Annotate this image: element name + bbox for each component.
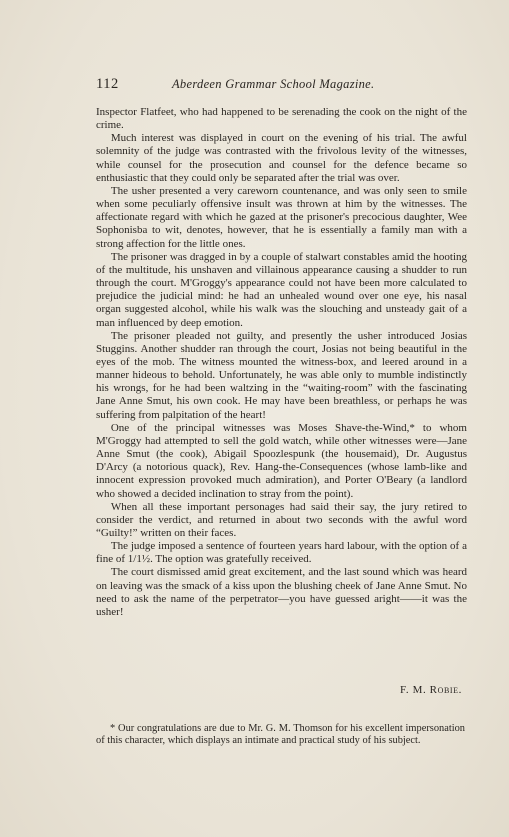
paragraph: The usher presented a very careworn countenance, and was only seen to smile when some peculiarly offensive insult was thrown at him by the witnesses. The affectionate regard with which he gazed at the prisoner's precocious daughter, Wee Sophonisba to wit, denotes, however, that he is essentially a family man with a strong affection for the little ones. [96,184,467,250]
paragraph: One of the principal witnesses was Moses Shave-the-Wind,* to whom M'Groggy had attempted to sell the gold watch, while other witnesses were—Jane Anne Smut (the cook), Abigail Spoozlespunk (the housemaid), Dr. Augustus D'Arcy (a notorious quack), Rev. Hang-the-Consequences (whose lamb-like and innocent expression provoked much admiration), and Porter O'Beary (a landlord who showed a decided inclination to stray from the point). [96,421,467,500]
page-header [96,76,436,96]
paragraph: The judge imposed a sentence of fourteen years hard labour, with the option of a fine of 1/1½. The option was gratefully received. [96,540,467,566]
paragraph: Much interest was displayed in court on the evening of his trial. The awful solemnity of the judge was contrasted with the frivolous levity of the witnesses, while counsel for the prosecution and counsel for the defence became so enthusiastic that they could only be separated after the trial was over. [96,132,467,184]
paragraph: When all these important personages had said their say, the jury retired to consider the verdict, and returned in about two seconds with the awful word “Guilty!” written on their faces. [96,500,467,539]
footnote [96,723,465,748]
paragraph: The court dismissed amid great excitement, and the last sound which was heard on leaving was the smack of a kiss upon the blushing cheek of Jane Anne Smut. No need to ask the name of the perpetrator—you have guessed aright——it was the usher! [96,566,467,618]
author-signature [96,684,462,696]
running-title: Aberdeen Grammar School Magazine. [172,77,375,91]
paragraph: Inspector Flatfeet, who had happened to be serenading the cook on the night of the crime. [96,106,467,132]
page-number: 112 [96,76,119,92]
paragraph: The prisoner was dragged in by a couple of stalwart constables amid the hooting of the multitude, his unshaven and villainous appearance causing a shudder to run through the court. M'Groggy's appearance could not have been more calculated to prejudice the judicial mind: he had an unhealed wound over one eye, his nasal organ suggested alcohol, while his walk was the slouching and unsteady gait of a man influenced by deep emotion. [96,250,467,329]
footnote-text: * Our congratulations are due to Mr. G. M. Thomson for his excellent impersonation of this character, which displays an intimate and practical study of his subject. [96,723,465,747]
article-body [96,106,467,619]
paragraph: The prisoner pleaded not guilty, and presently the usher introduced Josias Stuggins. Another shudder ran through the court, Josias not being beautiful in the eyes of the mob. The witness mounted the witness-box, and leered around in a manner hideous to behold. Unfortunately, he was able only to mumble indistinctly his wrongs, for he had been waltzing in the “waiting-room” with the fascinating Jane Anne Smut, his own cook. He may have been breathless, or perhaps he was suffering from palpitation of the heart! [96,329,467,421]
author-name: F. M. Robie. [400,684,462,696]
